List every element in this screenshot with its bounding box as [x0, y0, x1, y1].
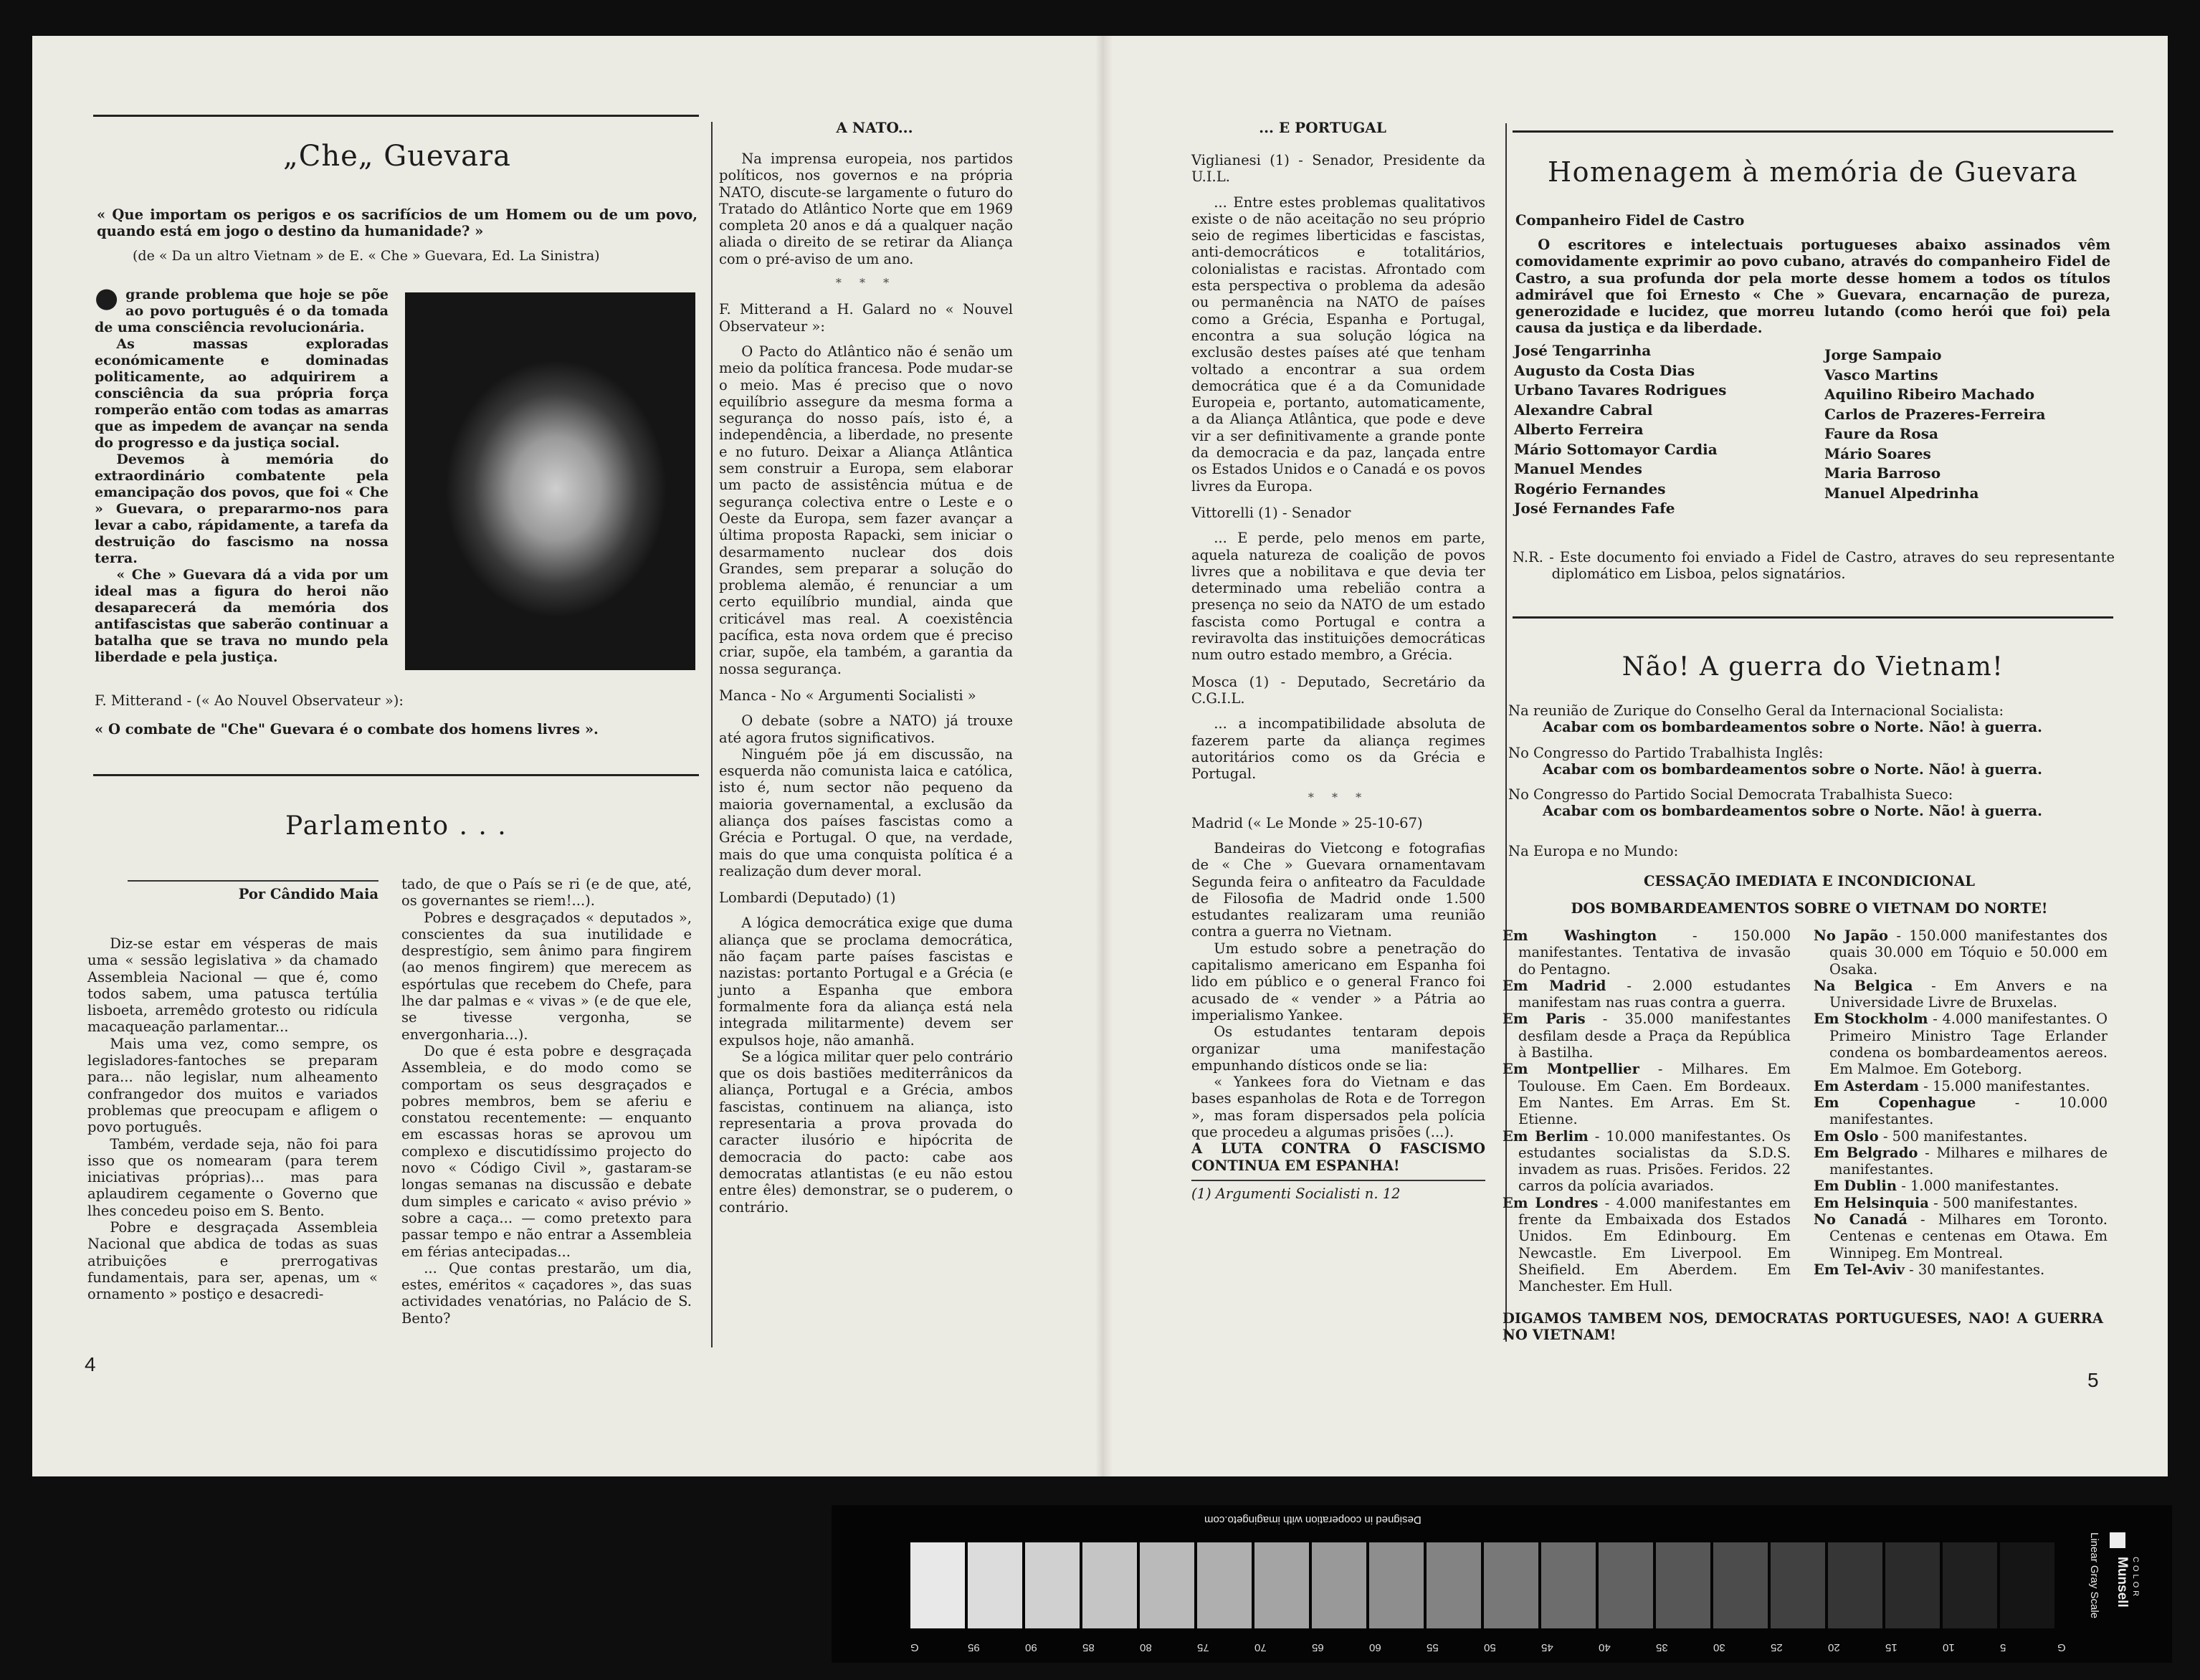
nato-manca-p1: O debate (sobre a NATO) já trouxe até agora frutos significativos.: [719, 712, 1013, 746]
signatory: Manuel Alpedrinha: [1824, 484, 1979, 502]
gray-patch: [1197, 1542, 1252, 1628]
signatory: Vasco Martins: [1824, 366, 1938, 383]
signatory: Rogério Fernandes: [1514, 479, 1666, 497]
gray-patch: [1656, 1542, 1710, 1628]
munsell-gray-scale-strip: [832, 1505, 2172, 1663]
nato-stars: * * *: [835, 276, 897, 290]
gray-patch: [1312, 1542, 1366, 1628]
signatory: Manuel Mendes: [1514, 460, 1642, 477]
gray-patch: [2000, 1542, 2054, 1628]
parlamento-title: Parlamento . . .: [285, 811, 508, 841]
madrid-p4: « Yankees fora do Vietnam e das bases espanholas de Rota e de Torregon », mas foram dispersados pela polícia que procedeu a algumas prisões (...).: [1191, 1074, 1485, 1141]
protest-item: Em Asterdam - 15.000 manifestantes.: [1814, 1077, 2090, 1094]
signatory: Carlos de Prazeres-Ferreira: [1824, 405, 2046, 423]
nato-manca-head: Manca - No « Argumenti Socialisti »: [719, 687, 976, 704]
scale-label: G: [2057, 1641, 2066, 1653]
munsell-logo-icon: [2110, 1532, 2125, 1548]
protest-item: Em Tel-Aviv - 30 manifestantes.: [1814, 1261, 2045, 1278]
gray-patch: [1885, 1542, 1940, 1628]
gray-patch: [910, 1542, 965, 1628]
portugal-title: ... E PORTUGAL: [1259, 119, 1386, 136]
gray-patch: [1599, 1542, 1653, 1628]
gray-patch: [1828, 1542, 1882, 1628]
parlamento-col1-p4: Pobre e desgraçada Assembleia Nacional que abdica de todas as suas atribuições e prerrogativas fundamentais, para ser, apenas, um « ornamento » postiço e desacredi-: [87, 1219, 378, 1303]
viglianesi-head: Viglianesi (1) - Senador, Presidente da U.I.L.: [1191, 152, 1485, 186]
nato-lombardi-head: Lombardi (Deputado) (1): [719, 889, 896, 907]
vietnam-headline-1: CESSAÇÃO IMEDIATA E INCONDICIONAL: [1644, 873, 1975, 889]
gray-patch: [968, 1542, 1022, 1628]
vietnam-europa: Na Europa e no Mundo:: [1508, 843, 1679, 859]
homenagem-title: Homenagem à memória de Guevara: [1548, 156, 2078, 188]
scale-label: 15: [1885, 1641, 1897, 1653]
portugal-stars: * * *: [1308, 791, 1369, 805]
parlamento-rule: [93, 774, 699, 776]
gray-patch: [1484, 1542, 1538, 1628]
guevara-para-1: ● grande problema que hoje se põe ao povo português é o da tomada de uma consciência revolucionária.: [95, 281, 389, 335]
scale-label: 35: [1656, 1641, 1668, 1653]
strip-label: Linear Gray Scale: [2088, 1532, 2100, 1619]
nato-mitterand-head: F. Mitterand a H. Galard no « Nouvel Observateur »:: [719, 301, 1013, 335]
guevara-photo: [405, 292, 695, 670]
gray-patch: [1082, 1542, 1137, 1628]
scale-label: 80: [1140, 1641, 1152, 1653]
protest-item: Em Madrid - 2.000 estudantes manifestam nas ruas contra a guerra.: [1503, 977, 1791, 1011]
guevara-closing-quote: « O combate de "Che" Guevara é o combate dos homens livres ».: [95, 721, 599, 738]
vittorelli-head: Vittorelli (1) - Senador: [1191, 504, 1351, 521]
resolution-demand: Acabar com os bombardeamentos sobre o Norte. Não! à guerra.: [1543, 803, 2042, 820]
gray-patch: [1025, 1542, 1080, 1628]
signatory: Alberto Ferreira: [1514, 421, 1644, 438]
madrid-head: Madrid (« Le Monde » 25-10-67): [1191, 814, 1423, 831]
scale-label: 40: [1599, 1641, 1611, 1653]
guevara-source: (de « Da un altro Vietnam » de E. « Che » Guevara, Ed. La Sinistra): [133, 248, 600, 264]
scale-label: 45: [1541, 1641, 1553, 1653]
signatory: José Tengarrinha: [1514, 342, 1652, 359]
strip-credit: Designed in cooperation with imagingeto.com: [1204, 1514, 1422, 1526]
scale-label: 85: [1082, 1641, 1095, 1653]
drop-cap-o: ●: [95, 281, 119, 313]
protests-left: [1503, 927, 1791, 1295]
homenagem-salutation: Companheiro Fidel de Castro: [1515, 212, 1745, 229]
gray-patch: [1369, 1542, 1424, 1628]
protest-item: Em Paris - 35.000 manifestantes desfilam desde a Praça da República à Bastilha.: [1503, 1011, 1791, 1061]
scale-label: 60: [1369, 1641, 1381, 1653]
parlamento-col2-p1: tado, de que o País se ri (e de que, até, os governantes se riem!...).: [401, 876, 692, 910]
guevara-title: „Che„ Guevara: [283, 140, 511, 173]
protest-item: Em Londres - 4.000 manifestantes em frente da Embaixada dos Estados Unidos. Em Edinbourg. Em Newcastle. Em Liverpool. Em Sheifield. Em Aberdem. Em Manchester. Em Hull.: [1503, 1194, 1791, 1295]
protest-item: Em Helsinquia - 500 manifestantes.: [1814, 1194, 2078, 1211]
vietnam-title: Não! A guerra do Vietnam!: [1622, 652, 2004, 682]
gray-patch: [1943, 1542, 1997, 1628]
mitterand-line: F. Mitterand - (« Ao Nouvel Observateur »):: [95, 692, 404, 709]
guevara-para-2: As massas exploradas económicamente e dominadas politicamente, ao adquirirem a consciência da sua própria força romperão então com todas as amarras que as impedem de avançar na senda do progresso e da justiça social.: [95, 336, 389, 451]
signatory: Mário Sottomayor Cardia: [1514, 440, 1718, 458]
madrid-p3: Os estudantes tentaram depois organizar uma manifestação empunhando dísticos onde se lia:: [1191, 1023, 1485, 1074]
munsell-brand-sub: COLOR: [2131, 1557, 2140, 1600]
munsell-brand: [2082, 1532, 2168, 1633]
gray-patch: [1541, 1542, 1596, 1628]
scale-label: 5: [2000, 1641, 2006, 1653]
scale-label: 20: [1828, 1641, 1840, 1653]
nato-title: A NATO...: [836, 119, 913, 136]
scale-label: 55: [1427, 1641, 1439, 1653]
nato-lombardi-p1: A lógica democrática exige que duma aliança que se proclama democrática, não façam parte países fascistas e nazistas: portanto Portugal e a Grécia (e junto a Espanha que embora formalmente fora da aliança está nela integrada militarmente) devem ser expulsos hoje, não amanhã.: [719, 915, 1013, 1049]
protest-item: Em Belgrado - Milhares e milhares de manifestantes.: [1814, 1144, 2108, 1178]
viglianesi-text: ... Entre estes problemas qualitativos existe o de não aceitação no seu próprio seio de regimes liberticidas e fascistas, anti-democráticos e totalitários, colonialistas e racistas. Afrontado com esta perspectiva o problema da adesão ou permanência na NATO de países como a Grécia, Espanha e Portugal, encontra a sua solução lógica na exclusão destes países até que tenham voltado a encontrar a sua ordem democrática que é a da Comunidade Europeia e, portanto, automaticamente, a da Aliança Atlântica, que pode e deve vir a ser definitivamente a grande ponte da democracia e da paz, lançada entre os Estados Unidos e o Canadá e os povos livres da Europa.: [1191, 194, 1485, 495]
parlamento-byline: Por Cândido Maia: [238, 886, 378, 902]
resolution-demand: Acabar com os bombardeamentos sobre o Norte. Não! à guerra.: [1543, 760, 2042, 778]
gray-patch: [1427, 1542, 1481, 1628]
protest-item: Em Stockholm - 4.000 manifestantes. O Primeiro Ministro Tage Erlander condena os bombardeamentos aereos. Em Malmoe. Em Goteborg.: [1814, 1011, 2108, 1078]
homenagem-nr: N.R. - Este documento foi enviado a Fidel de Castro, atraves do seu representante diplomático em Lisboa, pelos signatários.: [1513, 549, 2115, 583]
nato-mitterand-text: O Pacto do Atlântico não é senão um meio da política francesa. Pode mudar-se o meio. Mas é preciso que o novo equilíbrio assegure da mesma forma a segurança do nosso país, isto é, a independência, a liberdade, no presente e no futuro. Deixar a Aliança Atlântica sem construir a Europa, sem elaborar um pacto de assistência mútua e de segurança colectiva entre o Leste e o Oeste da Europa, sem fazer avançar a última proposta Rapacki, sem iniciar o desarmamento nuclear dos dois Grandes, sem preparar a solução do problema alemão, é renunciar a um certo equilíbrio mundial, ainda que criticável mas real. A coexistência pacífica, esta nova ordem que é preciso criar, supõe, ela também, a garantia da nossa segurança.: [719, 343, 1013, 677]
signatory: Urbano Tavares Rodrigues: [1514, 381, 1727, 398]
page-gutter: [1095, 36, 1113, 1476]
parlamento-col2-p3: Do que é esta pobre e desgraçada Assembleia, e do modo como se comportam os seus desgraçados e pobres membros, bem se aferiu e constatou recentemente: — enquanto em escassas horas se aprovou um complexo e discutidíssimo projecto do novo « Código Civil », gastaram-se longas semanas na discussão e debate dum simples e caricato « aviso prévio » sobre a caça... — como pretexto para passar tempo e não entrar a Assembleia em férias antecipadas...: [401, 1042, 692, 1260]
resolution-lead: No Congresso do Partido Social Democrata Trabalhista Sueco:: [1508, 786, 1953, 803]
luta-slogan: A LUTA CONTRA O FASCISMO CONTINUA EM ESPANHA!: [1191, 1140, 1485, 1174]
signatory: Jorge Sampaio: [1824, 346, 1942, 363]
gray-patch: [1713, 1542, 1768, 1628]
signatory: Maria Barroso: [1824, 464, 1941, 482]
parlamento-col2: [401, 876, 692, 1327]
protest-item: Em Dublin - 1.000 manifestantes.: [1814, 1178, 2059, 1195]
scale-label: 90: [1025, 1641, 1037, 1653]
guevara-para-3: Devemos à memória do extraordinário combatente pela emancipação dos povos, que foi « Che » Guevara, o prepararmo-nos para levar a cabo, rápidamente, a tarefa da destruição do fascismo na nossa terra.: [95, 452, 389, 566]
parlamento-col1-p3: Também, verdade seja, não foi para isso que os nomearam (para terem iniciativas próprias)... mas para aplaudirem cegamente o Governo que lhes concedeu poiso em S. Bento.: [87, 1135, 378, 1219]
protest-item: No Canadá - Milhares em Toronto. Centenas e centenas em Otawa. Em Winnipeg. Em Montreal.: [1814, 1211, 2108, 1261]
gray-patch: [1771, 1542, 1825, 1628]
signatory: Augusto da Costa Dias: [1514, 361, 1695, 379]
scale-label: 65: [1312, 1641, 1324, 1653]
signatory: José Fernandes Fafe: [1514, 500, 1675, 517]
gray-patch: [1254, 1542, 1309, 1628]
parlamento-col1-p2: Mais uma vez, como sempre, os legisladores-fantoches se preparam para... não legislar, num alheamento confrangedor dos muitos e variados problemas que preocupam e afligem o povo português.: [87, 1035, 378, 1136]
vietnam-closing: DIGAMOS TAMBEM NOS, DEMOCRATAS PORTUGUESES, NAO! A GUERRA NO VIETNAM!: [1503, 1310, 2103, 1344]
scale-label: 95: [968, 1641, 980, 1653]
page-number-left: 4: [85, 1353, 96, 1375]
guevara-epigraph: « Que importam os perigos e os sacrifícios de um Homem ou de um povo, quando está em jogo o destino da humanidade? »: [97, 206, 697, 240]
column-divider-left: [711, 122, 713, 1347]
protest-item: Em Copenhague - 10.000 manifestantes.: [1814, 1094, 2108, 1128]
nato-lombardi-p2: Se a lógica militar quer pelo contrário que os dois bastiões mediterrânicos da aliança, Portugal e a Grécia, ambos fascistas, continuem na aliança, isto representaria a prova provada do caracter ilusório e hipócrita de democracia do pacto: cabe aos democratas atlantistas (e eu não estou entre êles) demonstrar, se o puderem, o contrário.: [719, 1048, 1013, 1216]
protest-item: Na Belgica - Em Anvers e na Universidade Livre de Bruxelas.: [1814, 977, 2108, 1011]
protest-item: No Japão - 150.000 manifestantes dos quais 30.000 em Tóquio e 50.000 em Osaka.: [1814, 927, 2108, 978]
scale-label: 30: [1713, 1641, 1725, 1653]
parlamento-col1-p1: Diz-se estar em vésperas de mais uma « sessão legislativa » da chamado Assembleia Nacional — que é, como todos sabem, uma patusca tertúlia lisboeta, arremêdo grotesto ou ridícula macaqueação parlamentar...: [87, 935, 378, 1036]
mosca-head: Mosca (1) - Deputado, Secretário da C.G.I.L.: [1191, 673, 1485, 707]
nato-intro: Na imprensa europeia, nos partidos políticos, nos governos e na própria NATO, discute-se largamente o futuro do Tratado do Atlântico Norte que em 1969 completa 20 anos e dá a qualquer nação aliada o direito de se retirar da Aliança com o pré-aviso de um ano.: [719, 151, 1013, 267]
guevara-body: [95, 281, 389, 666]
scale-label: 70: [1254, 1641, 1267, 1653]
protest-item: Em Washington - 150.000 manifestantes. Tentativa de invasão do Pentagno.: [1503, 927, 1791, 978]
scale-label: 50: [1484, 1641, 1496, 1653]
top-rule: [93, 115, 699, 117]
parlamento-col2-p2: Pobres e desgraçados « deputados », conscientes da sua inutilidade e desprestígio, sem ânimo para fingirem (ao menos fingirem) que merecem as espórtulas que recebem do Chefe, para lhe dar palmas e « vivas » (e de que ele, se tivesse vergonha, se envergonharia...).: [401, 909, 692, 1043]
signatory: Mário Soares: [1824, 444, 1931, 462]
resolution-lead: No Congresso do Partido Trabalhista Inglês:: [1508, 744, 1824, 761]
mosca-text: ... a incompatibilidade absoluta de fazerem parte da aliança regimes autoritários como os da Grécia e Portugal.: [1191, 715, 1485, 783]
scale-label: G: [910, 1641, 919, 1653]
resolution-lead: Na reunião de Zurique do Conselho Geral da Internacional Socialista:: [1508, 702, 2004, 719]
signatory: Aquilino Ribeiro Machado: [1824, 386, 2035, 403]
madrid-p1: Bandeiras do Vietcong e fotografias de « Che » Guevara ornamentavam Segunda feira o anfiteatro da Faculdade de Filosofia de Madrid onde 1.500 estudantes realizaram uma reunião contra a guerra no Vietnam.: [1191, 839, 1485, 940]
guevara-para-4: « Che » Guevara dá a vida por um ideal mas a figura do heroi não desaparecerá da memória dos antifascistas que saberão continuar a batalha que se trava no mundo pela liberdade e pela justiça.: [95, 567, 389, 665]
protest-item: Em Oslo - 500 manifestantes.: [1814, 1127, 2028, 1145]
protest-item: Em Montpellier - Milhares. Em Toulouse. Em Caen. Em Bordeaux. Em Nantes. Em Arras. Em St. Etienne.: [1503, 1061, 1791, 1128]
nato-column: [719, 151, 1013, 1216]
scale-label: 75: [1197, 1641, 1209, 1653]
madrid-p2: Um estudo sobre a penetração do capitalismo americano em Espanha foi lido em público e o general Franco foi acusado de « vender » a Pátria ao imperialismo Yankee.: [1191, 940, 1485, 1023]
page-number-right: 5: [2087, 1369, 2099, 1391]
signatory: Alexandre Cabral: [1514, 401, 1653, 419]
vietnam-resolutions: [1508, 702, 2114, 820]
gray-patch: [1140, 1542, 1194, 1628]
portugal-column: [1191, 152, 1485, 1202]
signatories-left: [1514, 341, 1815, 519]
portugal-footnote: (1) Argumenti Socialisti n. 12: [1191, 1180, 1485, 1202]
munsell-brand-name: Munsell: [2115, 1557, 2130, 1608]
parlamento-col2-p4: ... Que contas prestarão, um dia, estes, eméritos « caçadores », das suas actividades venatórias, no Palácio de S. Bento?: [401, 1259, 692, 1327]
scale-label: 25: [1771, 1641, 1783, 1653]
protests-right: [1814, 927, 2108, 1278]
vietnam-headline-2: DOS BOMBARDEAMENTOS SOBRE O VIETNAM DO NORTE!: [1571, 900, 2048, 917]
parlamento-col1: [87, 935, 378, 1303]
scale-label: 10: [1943, 1641, 1955, 1653]
nato-manca-p2: Ninguém põe já em discussão, na esquerda não comunista laica e católica, isto é, num sector não pequeno da maioria governamental, a exclusão da aliança dos países fascistas como a Grécia e Portugal. O que, na verdade, mais do que uma conquista política é a realização dum dever moral.: [719, 745, 1013, 879]
protest-item: Em Berlim - 10.000 manifestantes. Os estudantes socialistas da S.D.S. invadem as ruas. Prisões. Feridos. 22 carros da polícia avariados.: [1503, 1127, 1791, 1195]
vittorelli-text: ... E perde, pelo menos em parte, aquela natureza de coalição de povos livres que a nobilitava e que devia ter determinado uma rebelião contra a presença no seio da NATO de um estado fascista como Portugal e contra a reviravolta das instituições democráticas num outro estado membro, a Grécia.: [1191, 530, 1485, 664]
homenagem-text: O escritores e intelectuais portugueses abaixo assinados vêm comovidamente exprimir ao povo cubano, através do companheiro Fidel de Castro, a sua profunda dor pela morte desse homem a todos os títulos admirável que foi Ernesto « Che » Guevara, encarnação de pureza, generozidade e lucidez, que morreu lutando (como herói que foi) pela causa da justiça e da liberdade.: [1515, 237, 2110, 337]
homenagem-top-rule: [1513, 130, 2113, 133]
signatories-right: [1824, 345, 2111, 503]
signatory: Faure da Rosa: [1824, 425, 1938, 442]
homenagem-bottom-rule: [1513, 616, 2113, 619]
resolution-demand: Acabar com os bombardeamentos sobre o Norte. Não! à guerra.: [1543, 719, 2042, 736]
byline-rule: [128, 880, 378, 882]
